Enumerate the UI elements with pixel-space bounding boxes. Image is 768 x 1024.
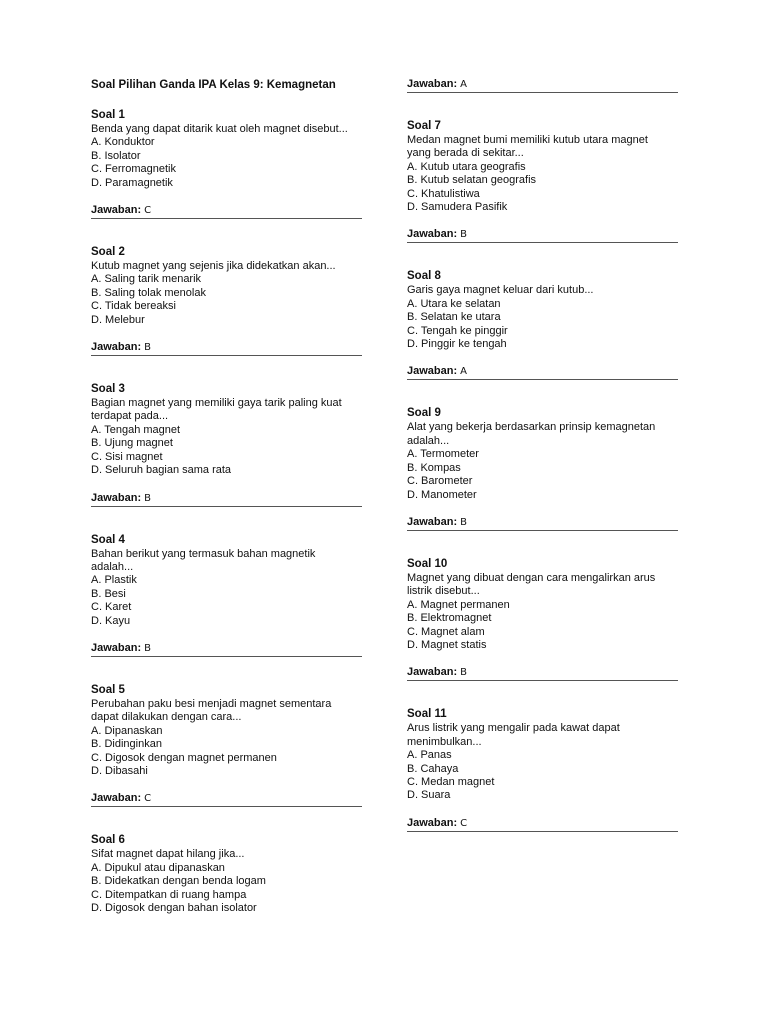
question-block bbox=[91, 245, 362, 356]
answer-option: D. Samudera Pasifik bbox=[407, 201, 508, 214]
answer-line bbox=[407, 666, 678, 681]
question-number: Soal 3 bbox=[91, 383, 125, 396]
question-number: Soal 2 bbox=[91, 246, 125, 259]
question-number: Soal 8 bbox=[407, 270, 441, 283]
answer-line bbox=[91, 492, 362, 507]
question-text: adalah... bbox=[91, 560, 134, 573]
spacer bbox=[407, 243, 678, 269]
answer-option: D. Suara bbox=[407, 789, 451, 802]
answer-option: C. Khatulistiwa bbox=[407, 187, 480, 200]
answer-option: D. Manometer bbox=[407, 488, 477, 501]
question-number: Soal 1 bbox=[91, 109, 125, 121]
answer-option: C. Tengah ke pinggir bbox=[407, 324, 508, 337]
answer-option: A. Dipukul atau dipanaskan bbox=[91, 861, 225, 874]
answer-line bbox=[407, 516, 678, 531]
answer-value: B bbox=[460, 229, 468, 241]
spacer bbox=[407, 380, 678, 406]
answer-value: C bbox=[144, 793, 152, 805]
question-text: Garis gaya magnet keluar dari kutub... bbox=[407, 284, 594, 297]
answer-option: A. Tengah magnet bbox=[91, 423, 181, 436]
answer-value: B bbox=[144, 492, 152, 504]
left-column bbox=[91, 78, 362, 915]
question-block bbox=[91, 108, 362, 219]
answer-line bbox=[91, 642, 362, 657]
spacer bbox=[91, 807, 362, 833]
question-text: Kutub magnet yang sejenis jika didekatkan akan... bbox=[91, 260, 336, 273]
question-block bbox=[91, 533, 362, 657]
question-text: Benda yang dapat ditarik kuat oleh magnet disebut... bbox=[91, 123, 348, 135]
question-text: menimbulkan... bbox=[407, 735, 482, 748]
question-text: adalah... bbox=[407, 434, 450, 447]
answer-option: C. Sisi magnet bbox=[91, 450, 163, 463]
spacer bbox=[91, 219, 362, 245]
answer-label: Jawaban: bbox=[407, 666, 458, 679]
answer-label: Jawaban: bbox=[91, 204, 142, 217]
answer-label: Jawaban: bbox=[91, 641, 142, 654]
answer-option: D. Dibasahi bbox=[91, 764, 148, 777]
answer-value: B bbox=[460, 667, 468, 679]
answer-line bbox=[407, 228, 678, 243]
answer-value: C bbox=[460, 817, 468, 829]
answer-option: D. Kayu bbox=[91, 614, 131, 627]
answer-option: D. Seluruh bagian sama rata bbox=[91, 464, 232, 477]
answer-option: B. Isolator bbox=[91, 149, 141, 162]
answer-option: A. Magnet permanen bbox=[407, 598, 510, 611]
answer-option: C. Ferromagnetik bbox=[91, 163, 176, 176]
spacer bbox=[91, 657, 362, 683]
answer-option: A. Kutub utara geografis bbox=[407, 160, 526, 173]
answer-line bbox=[91, 792, 362, 807]
answer-option: D. Digosok dengan bahan isolator bbox=[91, 902, 257, 914]
answer-label: Jawaban: bbox=[91, 792, 142, 805]
answer-value: A bbox=[460, 366, 467, 378]
answer-option: A. Konduktor bbox=[91, 136, 155, 149]
answer-option: A. Dipanaskan bbox=[91, 724, 163, 737]
answer-label: Jawaban: bbox=[407, 816, 458, 829]
answer-option: D. Paramagnetik bbox=[91, 176, 173, 189]
answer-option: B. Selatan ke utara bbox=[407, 311, 501, 324]
question-block bbox=[407, 406, 678, 530]
answer-option: B. Cahaya bbox=[407, 762, 459, 775]
answer-label: Jawaban: bbox=[91, 491, 142, 504]
answer-line bbox=[91, 341, 362, 356]
question-text: Sifat magnet dapat hilang jika... bbox=[91, 848, 245, 861]
document-title: Soal Pilihan Ganda IPA Kelas 9: Kemagnetan bbox=[91, 79, 336, 91]
spacer bbox=[407, 93, 678, 119]
answer-label: Jawaban: bbox=[407, 365, 458, 378]
question-block bbox=[407, 707, 678, 831]
question-text: Alat yang bekerja berdasarkan prinsip kemagnetan bbox=[407, 421, 656, 434]
question-block bbox=[91, 382, 362, 506]
question-number: Soal 9 bbox=[407, 407, 441, 420]
answer-option: D. Melebur bbox=[91, 313, 145, 326]
answer-line bbox=[407, 817, 678, 832]
answer-option: B. Saling tolak menolak bbox=[91, 286, 206, 299]
answer-option: B. Besi bbox=[91, 587, 126, 600]
answer-value: B bbox=[460, 516, 468, 528]
answer-value: A bbox=[460, 79, 467, 90]
question-block bbox=[407, 119, 678, 243]
answer-option: D. Pinggir ke tengah bbox=[407, 338, 507, 351]
question-block bbox=[407, 557, 678, 681]
answer-label: Jawaban: bbox=[407, 515, 458, 528]
answer-option: C. Ditempatkan di ruang hampa bbox=[91, 888, 247, 901]
question-text: Bagian magnet yang memiliki gaya tarik paling kuat bbox=[91, 397, 342, 410]
question-text: Magnet yang dibuat dengan cara mengalirkan arus bbox=[407, 571, 656, 584]
answer-option: C. Magnet alam bbox=[407, 625, 485, 638]
answer-line bbox=[91, 204, 362, 219]
answer-label: Jawaban: bbox=[407, 228, 458, 241]
question-number: Soal 4 bbox=[91, 533, 125, 546]
answer-line bbox=[407, 365, 678, 380]
question-block bbox=[407, 269, 678, 380]
answer-option: C. Barometer bbox=[407, 475, 473, 488]
answer-option: B. Didinginkan bbox=[91, 738, 162, 751]
question-text: Medan magnet bumi memiliki kutub utara magnet bbox=[407, 134, 648, 146]
question-number: Soal 10 bbox=[407, 557, 448, 570]
answer-value: C bbox=[144, 205, 152, 217]
question-text: Arus listrik yang mengalir pada kawat dapat bbox=[407, 722, 620, 735]
spacer bbox=[91, 356, 362, 382]
answer-option: B. Didekatkan dengan benda logam bbox=[91, 875, 266, 888]
answer-value: B bbox=[144, 342, 152, 354]
spacer bbox=[407, 681, 678, 707]
answer-option: B. Kutub selatan geografis bbox=[407, 174, 537, 187]
question-text: listrik disebut... bbox=[407, 585, 480, 598]
answer-option: B. Kompas bbox=[407, 461, 461, 474]
answer-option: B. Ujung magnet bbox=[91, 437, 173, 450]
question-number: Soal 11 bbox=[407, 708, 447, 721]
answer-option: C. Karet bbox=[91, 601, 132, 614]
question-block bbox=[91, 833, 362, 915]
answer-label: Jawaban: bbox=[91, 341, 142, 354]
question-number: Soal 7 bbox=[407, 120, 441, 132]
spacer bbox=[407, 531, 678, 557]
answer-line-soal-6 bbox=[407, 78, 678, 93]
answer-label: Jawaban: bbox=[407, 78, 458, 90]
question-text: Bahan berikut yang termasuk bahan magnetik bbox=[91, 547, 316, 560]
question-block bbox=[91, 683, 362, 807]
answer-option: C. Tidak bereaksi bbox=[91, 300, 176, 313]
spacer bbox=[91, 507, 362, 533]
answer-option: C. Medan magnet bbox=[407, 775, 495, 788]
answer-option: C. Digosok dengan magnet permanen bbox=[91, 751, 277, 764]
answer-option: B. Elektromagnet bbox=[407, 612, 492, 625]
question-text: yang berada di sekitar... bbox=[407, 147, 524, 160]
question-text: dapat dilakukan dengan cara... bbox=[91, 711, 242, 724]
answer-value: B bbox=[144, 642, 152, 654]
right-column bbox=[407, 78, 678, 832]
answer-option: A. Termometer bbox=[407, 448, 479, 461]
answer-option: A. Utara ke selatan bbox=[407, 297, 501, 310]
answer-option: A. Panas bbox=[407, 749, 452, 762]
answer-option: A. Saling tarik menarik bbox=[91, 273, 202, 286]
question-text: terdapat pada... bbox=[91, 410, 169, 423]
answer-option: A. Plastik bbox=[91, 574, 137, 587]
question-number: Soal 6 bbox=[91, 834, 125, 847]
question-text: Perubahan paku besi menjadi magnet sementara bbox=[91, 697, 332, 710]
question-number: Soal 5 bbox=[91, 683, 125, 696]
answer-option: D. Magnet statis bbox=[407, 638, 487, 651]
